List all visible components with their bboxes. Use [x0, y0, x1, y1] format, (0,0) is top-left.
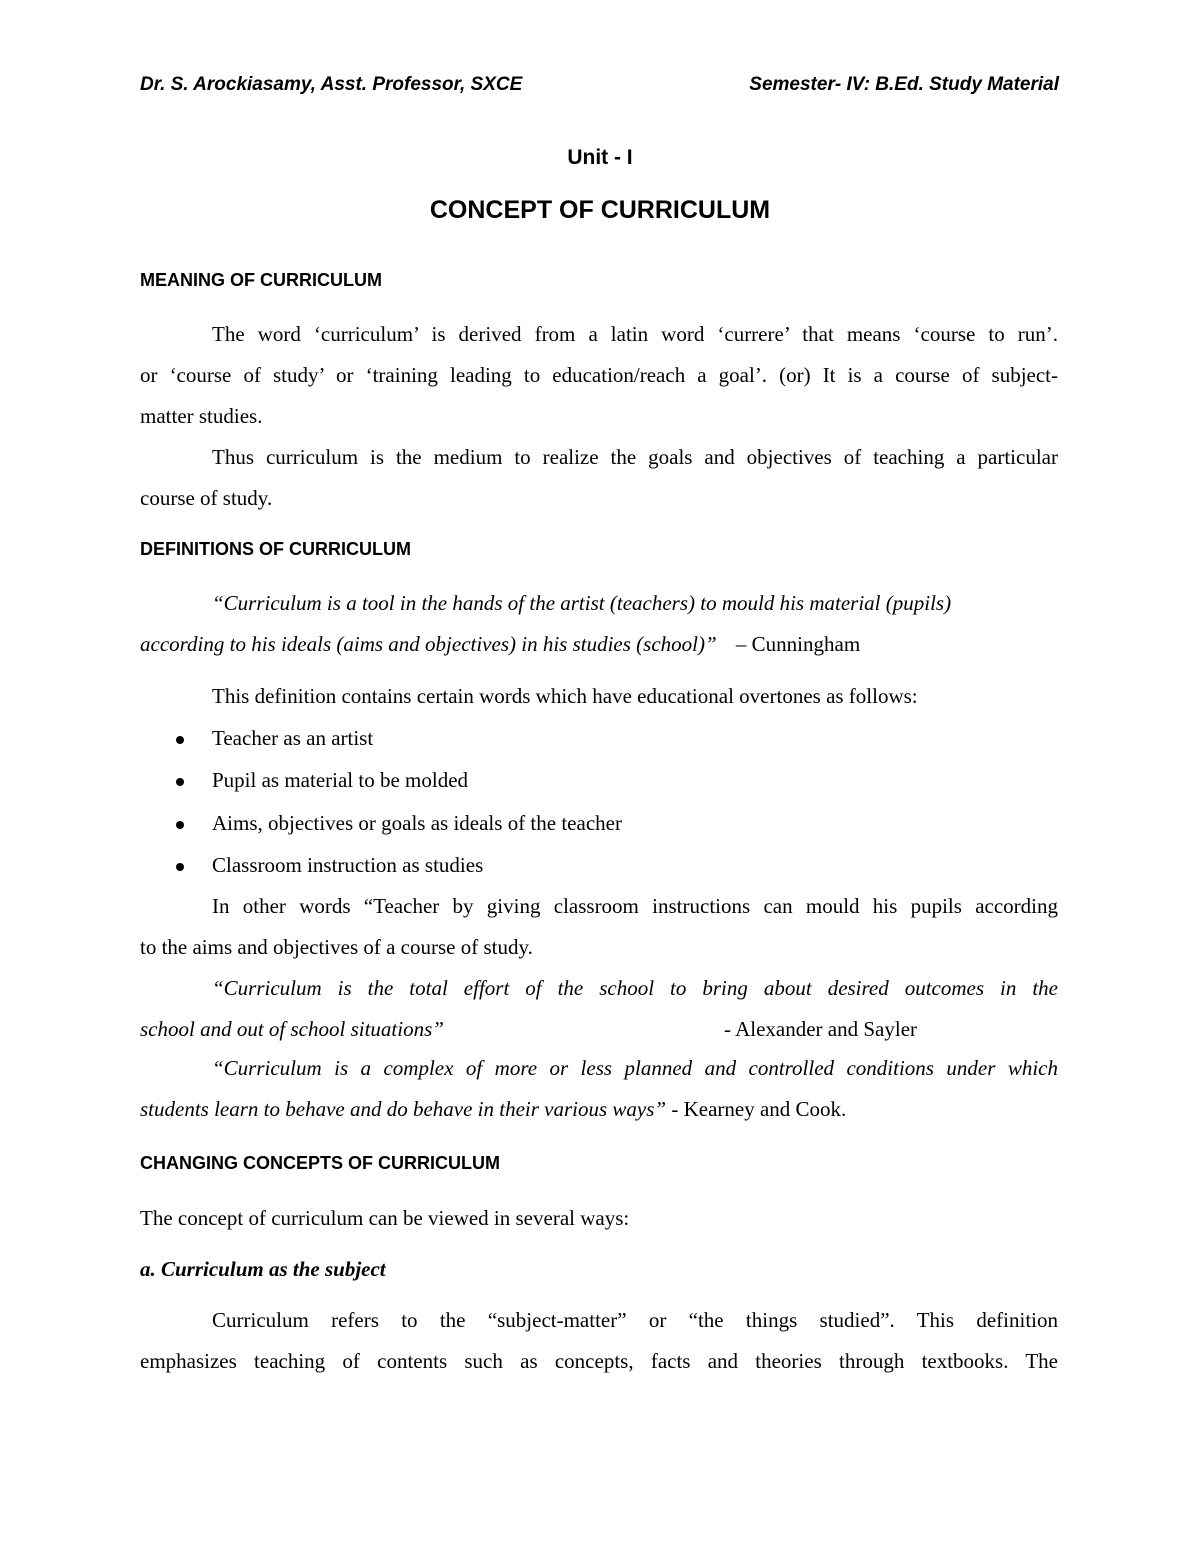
bullet-icon [176, 778, 184, 786]
meaning-para2-line1: Thus curriculum is the medium to realize the goals and objectives of teaching a particular [212, 445, 1058, 469]
subheading-a: a. Curriculum as the subject [140, 1257, 386, 1281]
header-course: Semester- IV: B.Ed. Study Material [749, 74, 1059, 95]
meaning-para1-line3: matter studies. [140, 404, 263, 428]
quote-alexander-line1: “Curriculum is the total effort of the school to bring about desired outcomes in the [212, 976, 1058, 1000]
quote-alexander-author: - Alexander and Sayler [724, 1017, 918, 1041]
definition-intro: This definition contains certain words which have educational overtones as follows: [212, 684, 918, 708]
subject-para-line1: Curriculum refers to the “subject-matter” or “the things studied”. This definition [212, 1308, 1058, 1332]
meaning-para2-line2: course of study. [140, 486, 273, 510]
quote-cunningham-line2 [140, 632, 860, 657]
quote-kearney-line1: “Curriculum is a complex of more or less planned and controlled conditions under which [212, 1056, 1058, 1080]
quote-cunningham-author: – Cunningham [735, 632, 861, 656]
quote-cunningham-text: according to his ideals (aims and objectives) in his studies (school)” [140, 632, 717, 656]
meaning-para1-line2: or ‘course of study’ or ‘training leading to education/reach a goal’. (or) It is a course of subject- [140, 363, 1058, 387]
changing-intro: The concept of curriculum can be viewed in several ways: [140, 1206, 630, 1230]
bullet-icon [176, 736, 184, 744]
quote-kearney-text: students learn to behave and do behave in their various ways” [140, 1097, 667, 1121]
quote-alexander-line2: school and out of school situations” [140, 1017, 444, 1041]
page-title: CONCEPT OF CURRICULUM [429, 196, 771, 224]
other-words-line1: In other words “Teacher by giving classroom instructions can mould his pupils according [212, 894, 1058, 918]
bullet-icon [176, 863, 184, 871]
meaning-para1-line1: The word ‘curriculum’ is derived from a latin word ‘currere’ that means ‘course to run’. [212, 322, 1058, 346]
bullet-icon [176, 821, 184, 829]
list-item: Teacher as an artist [212, 726, 374, 750]
subject-para-line2: emphasizes teaching of contents such as concepts, facts and theories through textbooks. The [140, 1349, 1058, 1373]
changing-heading: CHANGING CONCEPTS OF CURRICULUM [140, 1153, 500, 1173]
quote-kearney-line2 [140, 1097, 846, 1122]
definitions-heading: DEFINITIONS OF CURRICULUM [140, 539, 411, 559]
quote-cunningham-line1: “Curriculum is a tool in the hands of the artist (teachers) to mould his material (pupils) [212, 591, 952, 615]
unit-title: Unit - I [567, 146, 633, 169]
quote-kearney-author: - Kearney and Cook. [666, 1097, 847, 1121]
other-words-line2: to the aims and objectives of a course of study. [140, 935, 533, 959]
list-item: Aims, objectives or goals as ideals of the teacher [212, 811, 622, 835]
header-author: Dr. S. Arockiasamy, Asst. Professor, SXCE [140, 74, 523, 95]
page-header [140, 74, 1059, 96]
list-item: Classroom instruction as studies [212, 853, 484, 877]
list-item: Pupil as material to be molded [212, 768, 469, 792]
meaning-heading: MEANING OF CURRICULUM [140, 270, 382, 290]
